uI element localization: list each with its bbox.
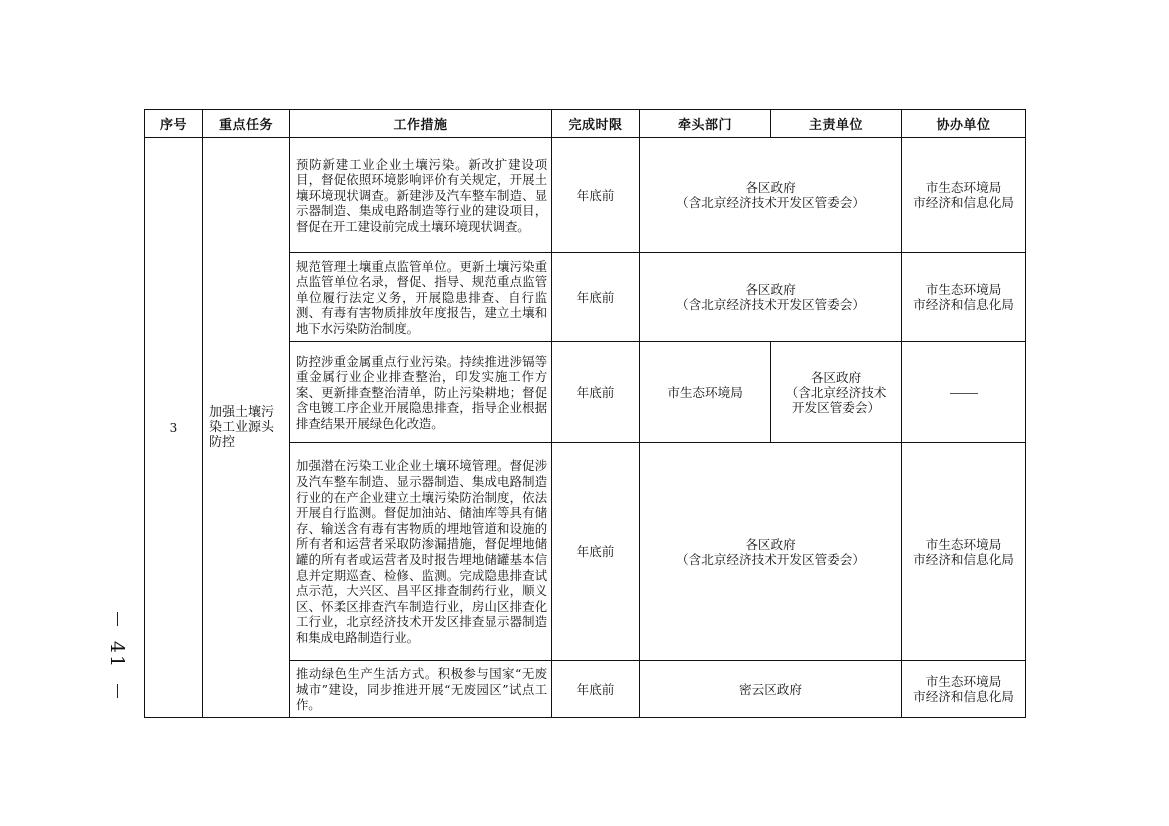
header-measure: 工作措施 — [290, 110, 552, 138]
task-cell: 加强土壤污染工业源头防控 — [203, 138, 290, 718]
assist-cell: 市生态环境局 市经济和信息化局 — [902, 661, 1026, 718]
header-responsible: 主责单位 — [771, 110, 902, 138]
deadline-cell: 年底前 — [552, 443, 640, 661]
lead-merged-cell: 密云区政府 — [640, 661, 902, 718]
work-measures-table — [144, 109, 1026, 718]
page-number-text: 41 — [106, 640, 128, 670]
seq-cell: 3 — [145, 138, 203, 718]
measure-cell: 加强潜在污染工业企业土壤环境管理。督促涉及汽车整车制造、显示器制造、集成电路制造行业的在产企业建立土壤污染防治制度，依法开展自行监测。督促加油站、储油库等具有储存、输送含有毒有害物质的埋地管道和设施的所有者和运营者采取防渗漏措施，督促埋地储罐的所有者或运营者及时报告埋地储罐基本信息并定期巡查、检修、监测。完成隐患排查试点示范，大兴区、昌平区排查制药行业，顺义区、怀柔区排查汽车制造行业，房山区排查化工行业，北京经济技术开发区排查显示器制造和集成电路制造行业。 — [290, 443, 552, 661]
lead-merged-cell: 各区政府 （含北京经济技术开发区管委会） — [640, 443, 902, 661]
deadline-cell: 年底前 — [552, 138, 640, 253]
measure-cell: 防控涉重金属重点行业污染。持续推进涉镉等重金属行业企业排查整治，印发实施工作方案、更新排查整治清单，防止污染耕地；督促含电镀工序企业开展隐患排查，指导企业根据排查结果开展绿色化改造。 — [290, 342, 552, 443]
deadline-cell: 年底前 — [552, 342, 640, 443]
measure-cell: 推动绿色生产生活方式。积极参与国家“无废城市”建设，同步推进开展“无废园区”试点工作。 — [290, 661, 552, 718]
assist-cell: 市生态环境局 市经济和信息化局 — [902, 443, 1026, 661]
table-row — [145, 138, 1026, 253]
measure-cell: 规范管理土壤重点监管单位。更新土壤污染重点监管单位名录，督促、指导、规范重点监管单位履行法定义务，开展隐患排查、自行监测、有毒有害物质排放年度报告，建立土壤和地下水污染防治制度。 — [290, 253, 552, 342]
page-number-dash-bottom — [117, 684, 118, 698]
assist-cell-empty — [902, 342, 1026, 443]
header-task: 重点任务 — [203, 110, 290, 138]
assist-cell: 市生态环境局 市经济和信息化局 — [902, 253, 1026, 342]
lead-merged-cell: 各区政府 （含北京经济技术开发区管委会） — [640, 138, 902, 253]
lead-cell: 市生态环境局 — [640, 342, 771, 443]
deadline-cell: 年底前 — [552, 661, 640, 718]
dash-icon — [950, 393, 978, 394]
page-number — [104, 612, 130, 698]
responsible-cell: 各区政府 （含北京经济技术 开发区管委会） — [771, 342, 902, 443]
header-assist: 协办单位 — [902, 110, 1026, 138]
header-deadline: 完成时限 — [552, 110, 640, 138]
table-header-row — [145, 110, 1026, 138]
measure-cell: 预防新建工业企业土壤污染。新改扩建设项目，督促依照环境影响评价有关规定，开展土壤环境现状调查。新建涉及汽车整车制造、显示器制造、集成电路制造等行业的建设项目，督促在开工建设前完成土壤环境现状调查。 — [290, 138, 552, 253]
header-lead: 牵头部门 — [640, 110, 771, 138]
deadline-cell: 年底前 — [552, 253, 640, 342]
lead-merged-cell: 各区政府 （含北京经济技术开发区管委会） — [640, 253, 902, 342]
assist-cell: 市生态环境局 市经济和信息化局 — [902, 138, 1026, 253]
header-seq: 序号 — [145, 110, 203, 138]
page-number-dash-top — [117, 612, 118, 626]
